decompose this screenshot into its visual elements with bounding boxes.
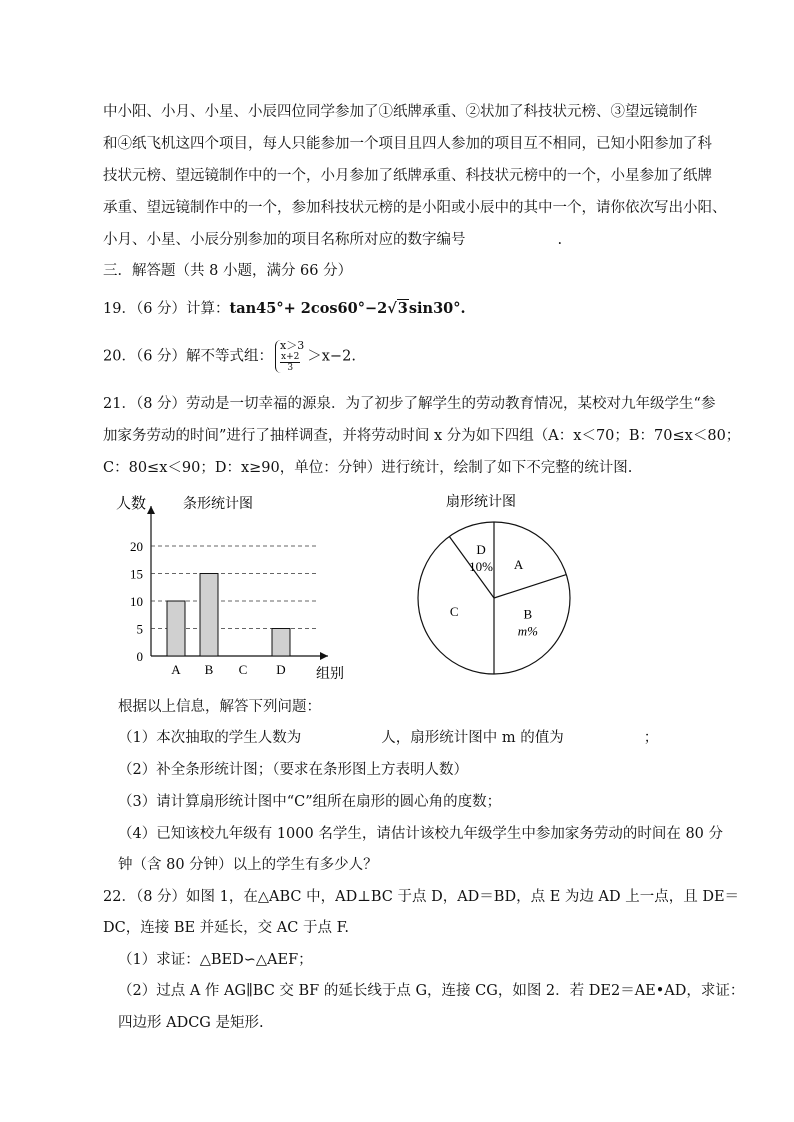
q21-part-4b: 钟（含 80 分钟）以上的学生有多少人？ <box>118 857 378 873</box>
q19-sqrt-arg: 3 <box>397 300 408 317</box>
slice-label-B: B <box>523 606 533 622</box>
inequality-system <box>275 340 304 373</box>
pie-chart <box>410 486 600 681</box>
y-tick-label: 5 <box>136 621 143 637</box>
q18-line-3: 技状元榜、望远镜制作中的一个，小月参加了纸牌承重、科技状元榜中的一个，小星参加了纸牌 <box>103 168 712 184</box>
q18-line-2: 和④纸飞机这四个项目，每人只能参加一个项目且四人参加的项目互不相同，已知小阳参加了科 <box>103 136 712 152</box>
q18-line-4: 承重、望远镜制作中的一个，参加科技状元榜的是小阳或小辰中的其中一个，请你依次写出小阳、 <box>103 200 727 216</box>
q21-p1a: （1）本次抽取的学生人数为 <box>118 730 302 746</box>
q20-prefix: 20．（6 分）解不等式组： <box>103 348 274 365</box>
y-tick-label: 15 <box>130 566 143 582</box>
y-tick-label: 10 <box>130 594 143 609</box>
slice-percent-D: 10% <box>469 559 494 575</box>
q18-line-5-text: 小月、小星、小辰分别参加的项目名称所对应的数字编号 <box>103 232 466 248</box>
q20-ineq2-rest: ＞x−2 <box>307 348 352 365</box>
q21-line-3: C：80≤x＜90；D：x≥90，单位：分钟）进行统计，绘制了如下不完整的统计图. <box>103 460 633 476</box>
slice-label-D: D <box>476 542 486 558</box>
q21-p1b: 人，扇形统计图中 m 的值为 <box>381 730 564 746</box>
q20-end: . <box>351 348 356 365</box>
q19-expr-a: tan45°+ 2cos60°−2 <box>229 300 388 317</box>
x-axis-arrow <box>320 652 328 660</box>
q21-part-2: （2）补全条形统计图；（要求在条形图上方表明人数） <box>118 762 468 778</box>
bar-D <box>272 629 290 657</box>
bar-chart-xlabel: 组别 <box>316 667 344 682</box>
q22-part-1: （1）求证：△BED∽△AEF； <box>118 952 313 968</box>
q18-line-5 <box>103 228 562 249</box>
q21-line-1: 21．（8 分）劳动是一切幸福的源泉．为了初步了解学生的劳动教育情况，某校对九年级学生“参 <box>103 396 716 412</box>
q19-prefix: 19．（6 分）计算： <box>103 301 230 317</box>
x-tick-label: C <box>238 662 248 677</box>
section-3-heading: 三．解答题（共 8 小题，满分 66 分） <box>103 263 353 279</box>
q22-part-2: （2）过点 A 作 AG∥BC 交 BF 的延长线于点 G，连接 CG，如图 2．若 DE2＝AE•AD，求证： <box>118 983 745 999</box>
y-tick-label: 20 <box>130 539 143 554</box>
q21-line-2: 加家务劳动的时间”进行了抽样调查，并将劳动时间 x 分为如下四组（A：x＜70；B：70≤x＜80； <box>103 428 741 444</box>
q22-line-1: 22．（8 分）如图 1，在△ABC 中，AD⊥BC 于点 D，AD＝BD，点 E 为边 AD 上一点，且 DE＝ <box>103 889 740 905</box>
slice-label-A: A <box>513 557 524 573</box>
q21-part-1 <box>118 726 658 747</box>
q21-part-4a: （4）已知该校九年级有 1000 名学生，请估计该校九年级学生中参加家务劳动的时间在 80 分 <box>118 826 724 842</box>
x-tick-label: B <box>204 662 214 677</box>
q20-frac-den: 3 <box>287 363 294 373</box>
q19: 19．（6 分）计算：tan45°+ 2cos60°−2√3sin30°. <box>103 300 466 317</box>
q20 <box>103 340 356 373</box>
q20-frac-num: x+2 <box>281 352 300 362</box>
q21-part-3: （3）请计算扇形统计图中“C”组所在扇形的圆心角的度数； <box>118 794 502 810</box>
q19-expr-b: sin30°. <box>408 300 466 317</box>
bar-B <box>200 574 218 657</box>
bar-A <box>167 601 185 656</box>
pie-chart-title: 扇形统计图 <box>446 495 516 510</box>
y-tick-label: 0 <box>136 649 143 664</box>
q22-part-2b: 四边形 ADCG 是矩形. <box>118 1015 264 1031</box>
x-tick-label: A <box>171 662 181 677</box>
slice-percent-B: m% <box>517 623 538 639</box>
q21-after: 根据以上信息，解答下列问题： <box>118 699 321 715</box>
q18-line-5-end: . <box>557 232 563 248</box>
q22-line-2: DC，连接 BE 并延长，交 AC 于点 F. <box>103 920 349 936</box>
bar-chart-ylabel: 人数 <box>116 496 147 512</box>
q20-ineq1: x＞3 <box>280 339 305 352</box>
q21-p1c: ； <box>643 730 659 746</box>
bar-chart <box>108 486 358 686</box>
x-tick-label: D <box>276 662 286 677</box>
q20-fraction <box>280 352 300 373</box>
bar-chart-title: 条形统计图 <box>183 497 253 512</box>
q18-line-1: 中小阳、小月、小星、小辰四位同学参加了①纸牌承重、②状加了科技状元榜、③望远镜制作 <box>103 104 698 120</box>
y-axis-arrow <box>147 506 155 514</box>
slice-label-C: C <box>449 603 459 619</box>
